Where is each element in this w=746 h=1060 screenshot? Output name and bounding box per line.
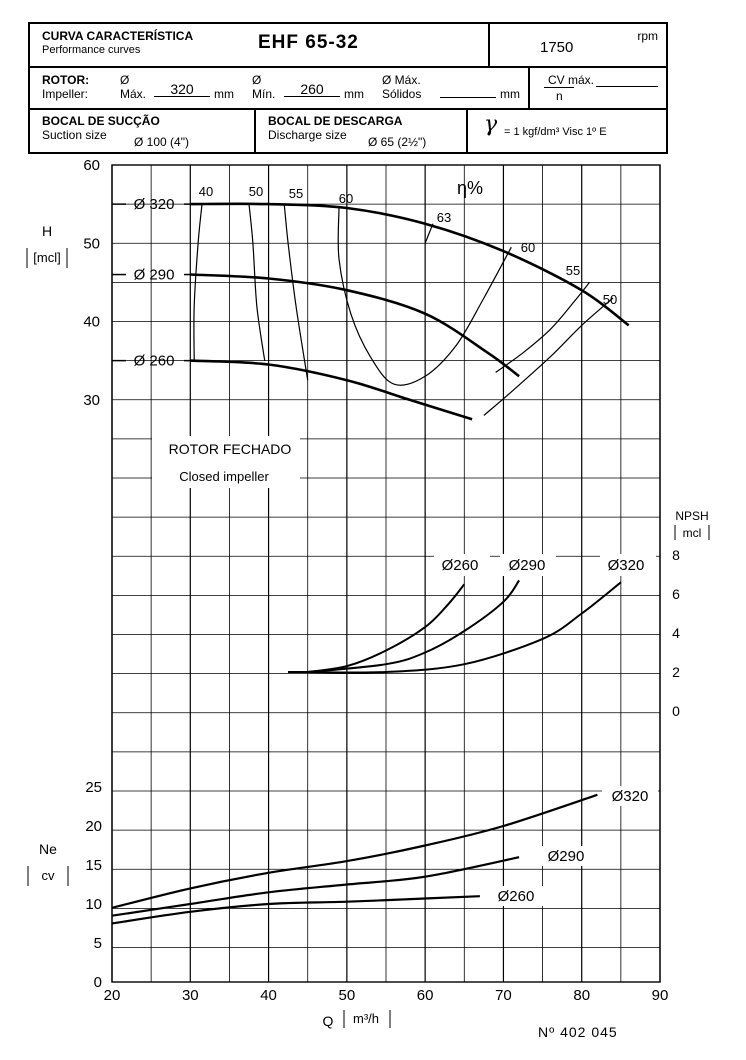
suction-value: Ø 100 (4") <box>134 135 189 149</box>
npsh-tick-label: 2 <box>672 664 680 680</box>
max-value: 320 <box>154 83 210 97</box>
model-label: EHF 65-32 <box>258 32 359 53</box>
x-tick-label: 80 <box>573 987 591 1004</box>
cv-n-label: n <box>556 89 563 103</box>
x-tick-label: 50 <box>338 987 356 1004</box>
efficiency-curve <box>425 224 433 244</box>
solidos-unit: mm <box>500 87 520 101</box>
ne-tick-label: 5 <box>93 935 102 952</box>
head-curve-label: Ø 290 <box>133 266 175 284</box>
efficiency-label: 60 <box>338 191 354 206</box>
min-unit: mm <box>344 87 364 101</box>
performance-label: Performance curves <box>42 44 141 56</box>
efficiency-label: 50 <box>248 184 264 199</box>
max-label: Máx. <box>120 87 147 101</box>
npsh-tick-label: 8 <box>672 547 680 563</box>
h-tick-label: 50 <box>83 235 100 253</box>
ne-axis-unit: cv <box>41 868 55 883</box>
efficiency-label: 55 <box>288 186 304 201</box>
max-unit: mm <box>214 87 234 101</box>
discharge-value: Ø 65 (2½") <box>368 135 427 149</box>
cv-max-label: CV máx. <box>548 73 595 87</box>
closed-impeller-en: Closed impeller <box>179 469 269 484</box>
x-axis-label: Q <box>322 1013 334 1029</box>
efficiency-label: 50 <box>602 292 618 307</box>
max-diam-symbol: Ø <box>120 73 130 87</box>
bocal-succao-label: BOCAL DE SUCÇÃO <box>42 114 160 128</box>
doc-number: Nº 402 045 <box>538 1024 618 1040</box>
npsh-tick-label: 4 <box>672 625 680 641</box>
density-text: = 1 kgf/dm³ Visc 1º E <box>504 126 607 138</box>
h-axis-label: H <box>41 223 53 239</box>
min-diam-symbol: Ø <box>252 73 262 87</box>
efficiency-label: 40 <box>198 184 214 199</box>
npsh-axis-unit: mcl <box>682 526 702 540</box>
h-tick-label: 60 <box>83 157 100 174</box>
npsh-axis-label: NPSH <box>675 509 709 523</box>
min-value: 260 <box>284 83 340 97</box>
rotor-label: ROTOR: <box>42 73 90 87</box>
h-tick-label: 40 <box>83 313 100 331</box>
head-curve-label: Ø 320 <box>133 196 175 214</box>
rpm-value: 1750 <box>540 39 574 56</box>
npsh-tick-label: 6 <box>672 586 680 602</box>
head-curve-label: Ø 260 <box>133 352 175 370</box>
npsh-curve-label: Ø260 <box>441 557 479 574</box>
efficiency-label: 55 <box>565 263 581 278</box>
min-label: Mín. <box>252 87 276 101</box>
h-tick-label: 30 <box>83 391 100 409</box>
bocal-descarga-label: BOCAL DE DESCARGA <box>268 114 403 128</box>
npsh-tick-label: 0 <box>672 703 680 719</box>
npsh-curve-label: Ø320 <box>607 557 645 574</box>
efficiency-label: 63 <box>436 210 452 225</box>
ne-tick-label: 15 <box>85 857 102 874</box>
efficiency-unit-label: η% <box>456 178 484 198</box>
solidos-max-label: Ø Máx. <box>382 73 421 87</box>
impeller-label: Impeller: <box>42 87 89 101</box>
x-tick-label: 40 <box>260 987 277 1004</box>
efficiency-label: 60 <box>520 240 536 255</box>
rpm-unit: rpm <box>637 29 658 43</box>
solidos-label: Sólidos <box>382 87 422 101</box>
x-tick-label: 90 <box>651 987 669 1004</box>
x-tick-label: 30 <box>181 987 199 1004</box>
closed-impeller-pt: ROTOR FECHADO <box>168 441 292 457</box>
suction-size-label: Suction size <box>42 128 107 142</box>
efficiency-curve <box>284 204 308 380</box>
curva-label: CURVA CARACTERÍSTICA <box>42 29 194 43</box>
power-curve-label: Ø260 <box>497 888 535 905</box>
h-axis-unit: [mcl] <box>33 250 61 265</box>
x-tick-label: 70 <box>495 987 512 1004</box>
power-curve-label: Ø320 <box>611 788 649 805</box>
ne-tick-label: 10 <box>85 896 102 913</box>
x-tick-label: 60 <box>416 987 434 1004</box>
discharge-size-label: Discharge size <box>268 128 347 142</box>
ne-tick-label: 0 <box>93 974 102 991</box>
ne-tick-label: 25 <box>85 779 102 796</box>
x-tick-label: 20 <box>103 987 121 1004</box>
ne-tick-label: 20 <box>85 818 102 835</box>
head-curve <box>190 361 472 420</box>
ne-axis-label: Ne <box>39 841 57 857</box>
npsh-curve-label: Ø290 <box>508 557 546 574</box>
gamma-symbol: γ <box>484 112 498 137</box>
x-axis-unit: m³/h <box>353 1011 379 1026</box>
power-curve-label: Ø290 <box>547 848 585 865</box>
